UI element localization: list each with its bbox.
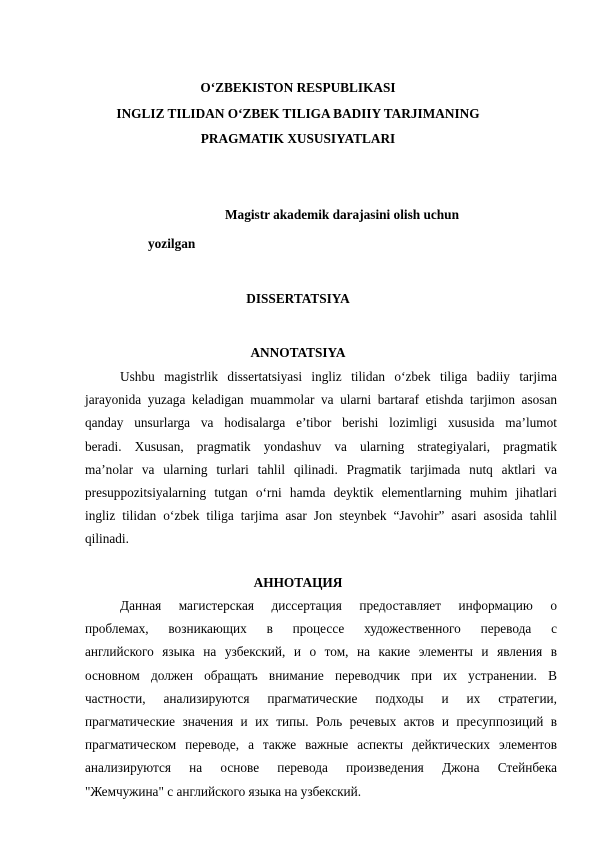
uz-abstract-line: beradi. Xususan, pragmatik yondashuv va ularning strategiyalari, pragmatik [85, 438, 557, 454]
title-line-3: PRAGMATIK XUSUSIYATLARI [200, 131, 396, 146]
purpose-line-1: Magistr akademik darajasini olish uchun [225, 207, 459, 222]
uz-abstract-line: qanday unsurlarga va hodisalarga e’tibor berishi lozimligi xususida ma’lumot [85, 415, 557, 431]
ru-abstract-line: анализируются на основе перевода произведения Джона Стейнбека [85, 760, 557, 776]
ru-abstract-line: прагматическом переводе, а также важные аспекты дейктических элементов [85, 737, 557, 753]
uz-abstract-line: Ushbu magistrlik dissertatsiyasi ingliz tilidan o‘zbek tiliga badiiy tarjima [120, 369, 557, 384]
ru-abstract-line: частности, анализируются прагматические подходы и их стратегии, [85, 690, 557, 706]
ru-abstract-line: "Жемчужина" с английского языка на узбекский. [85, 783, 362, 799]
ru-abstract-line: английского языка на узбекский, и о том, на какие элементы и явления в [85, 644, 557, 660]
uz-abstract-line: ma’nolar va ularning turlari tahlil qilinadi. Pragmatik tarjimada nutq aktlari va [85, 461, 557, 477]
uz-abstract-line: presuppozitsiyalarning tutgan o‘rni hamda deyktik elementlarning muhim jihatlari [85, 485, 557, 501]
ru-abstract-line: проблемах, возникающих в процессе художественного перевода с [85, 621, 557, 637]
ru-abstract-body [85, 594, 557, 803]
title-line-1: O‘ZBEKISTON RESPUBLIKASI [200, 80, 396, 95]
uz-abstract-body [85, 365, 557, 551]
ru-abstract-heading: АННОТАЦИЯ [253, 575, 343, 590]
uz-abstract-line: qilinadi. [85, 531, 129, 547]
ru-abstract-line: Данная магистерская диссертация предоставляет информацию о [120, 598, 557, 613]
uz-abstract-line: jarayonida yuzaga keladigan muammolar va ularni bartaraf etishda tarjimon asosan [85, 392, 557, 408]
ru-abstract-line: основном должен обращать внимание переводчик при их устранении. В [85, 667, 557, 683]
uz-abstract-line: ingliz tilidan o‘zbek tiliga tarjima asar Jon steynbek “Javohir” asari asosida tahlil [85, 508, 557, 524]
uz-abstract-heading: ANNOTATSIYA [250, 345, 346, 360]
title-line-2: INGLIZ TILIDAN O‘ZBEK TILIGA BADIIY TARJIMANING [116, 106, 480, 121]
ru-abstract-line: прагматические значения и их типы. Роль речевых актов и пресуппозиций в [85, 714, 557, 730]
document-type: DISSERTATSIYA [246, 291, 350, 306]
purpose-line-2: yozilgan [148, 236, 196, 251]
